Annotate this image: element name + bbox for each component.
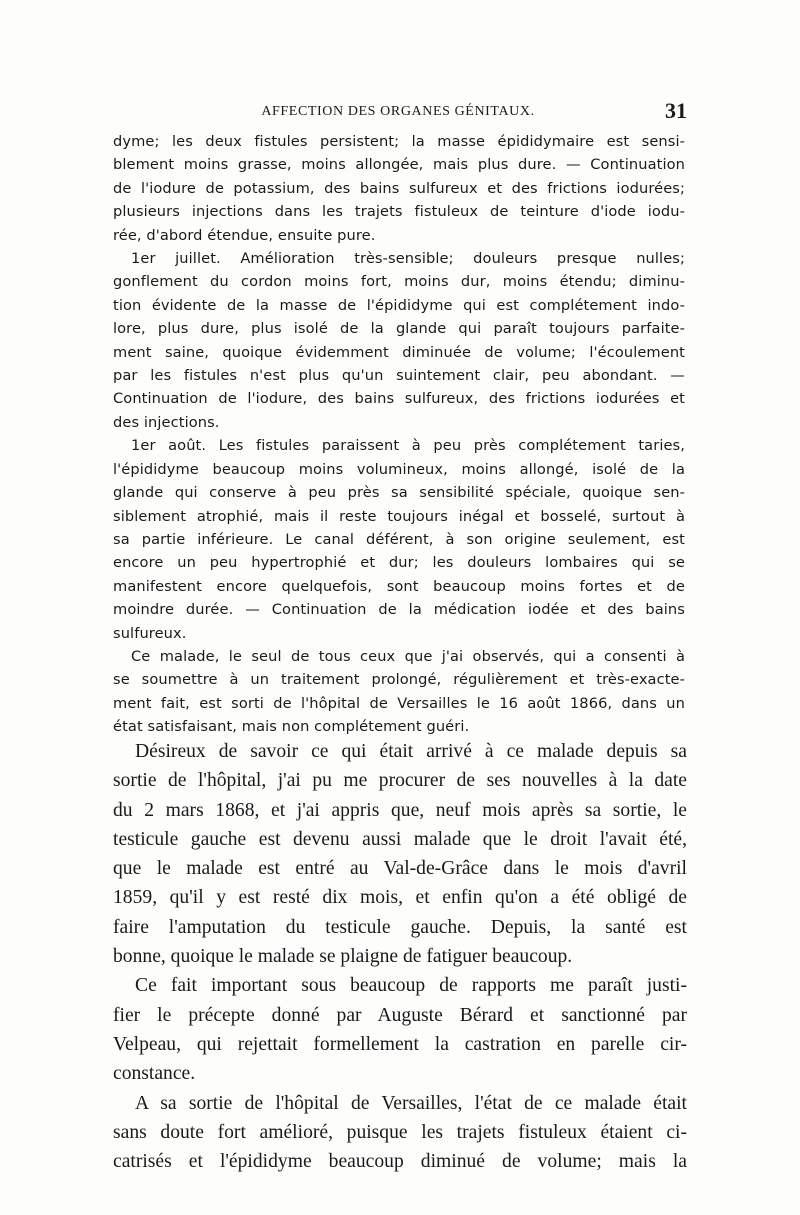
text-line: du 2 mars 1868, et j'ai appris que, neuf mois après sa sortie, le — [113, 799, 687, 821]
text-line: manifestent encore quelquefois, sont beaucoup moins fortes et de — [113, 577, 685, 595]
text-line: Ce malade, le seul de tous ceux que j'ai observés, qui a consenti à — [131, 647, 685, 665]
text-line: sulfureux. — [113, 624, 187, 642]
running-title: AFFECTION DES ORGANES GÉNITAUX. — [261, 104, 535, 119]
text-line: sortie de l'hôpital, j'ai pu me procurer de ses nouvelles à la date — [113, 770, 687, 792]
main-text-block — [113, 737, 687, 1176]
text-line: sa partie inférieure. Le canal déférent, à son origine seulement, est — [113, 530, 685, 548]
text-line: plusieurs injections dans les trajets fistuleux de teinture d'iode iodu- — [113, 203, 685, 221]
text-line: se soumettre à un traitement prolongé, régulièrement et très-exacte- — [113, 671, 685, 689]
text-line: fier le précepte donné par Auguste Bérard et sanctionné par — [113, 1004, 687, 1026]
text-line: 1er juillet. Amélioration très-sensible; douleurs presque nulles; — [131, 250, 685, 268]
text-line: testicule gauche est devenu aussi malade que le droit l'avait été, — [113, 828, 687, 850]
text-line: état satisfaisant, mais non complétement guéri. — [113, 718, 470, 736]
text-line: 1859, qu'il y est resté dix mois, et enfin qu'on a été obligé de — [113, 887, 687, 909]
text-line: l'épididyme beaucoup moins volumineux, moins allongé, isolé de la — [113, 460, 685, 478]
text-line: catrisés et l'épididyme beaucoup diminué de volume; mais la — [113, 1151, 687, 1173]
text-line: que le malade est entré au Val-de-Grâce dans le mois d'avril — [113, 858, 687, 880]
text-line: tion évidente de la masse de l'épididyme qui est complétement indo- — [113, 296, 685, 314]
text-line: ment saine, quoique évidemment diminuée de volume; l'écoulement — [113, 343, 685, 361]
text-line: gonflement du cordon moins fort, moins dur, moins étendu; diminu- — [113, 273, 685, 291]
text-line: siblement atrophié, mais il reste toujours inégal et bosselé, surtout à — [113, 507, 685, 525]
text-line: sans doute fort amélioré, puisque les trajets fistuleux étaient ci- — [113, 1121, 687, 1143]
text-line: par les fistules n'est plus qu'un suintement clair, peu abondant. — — [113, 367, 685, 385]
text-line: dyme; les deux fistules persistent; la masse épididymaire est sensi- — [113, 133, 685, 150]
text-line: faire l'amputation du testicule gauche. Depuis, la santé est — [113, 916, 687, 938]
text-line: Velpeau, qui rejettait formellement la castration en parelle cir- — [113, 1033, 687, 1055]
text-line: ment fait, est sorti de l'hôpital de Versailles le 16 août 1866, dans un — [113, 694, 685, 712]
text-line: Désireux de savoir ce qui était arrivé à ce malade depuis sa — [135, 741, 687, 762]
text-line: constance. — [113, 1063, 196, 1085]
text-line: Ce fait important sous beaucoup de rapports me paraît justi- — [135, 975, 687, 997]
text-line: encore un peu hypertrophié et dur; les douleurs lombaires qui se — [113, 554, 685, 572]
text-line: glande qui conserve à peu près sa sensibilité spéciale, quoique sen- — [113, 484, 685, 502]
case-notes-block — [113, 130, 685, 739]
text-line: Continuation de l'iodure, des bains sulfureux, des frictions iodurées et — [113, 390, 685, 408]
text-line: de l'iodure de potassium, des bains sulfureux et des frictions iodurées; — [113, 179, 685, 197]
page-number: 31 — [665, 98, 687, 123]
text-line: moindre durée. — Continuation de la médication iodée et des bains — [113, 601, 685, 619]
text-line: A sa sortie de l'hôpital de Versailles, l'état de ce malade était — [135, 1092, 687, 1114]
text-line: 1er août. Les fistules paraissent à peu près complétement taries, — [131, 437, 685, 455]
text-line: bonne, quoique le malade se plaigne de fatiguer beaucoup. — [113, 946, 573, 968]
text-line: blement moins grasse, moins allongée, mais plus dure. — Continuation — [113, 156, 685, 174]
text-line: rée, d'abord étendue, ensuite pure. — [113, 226, 376, 244]
page-header — [113, 98, 687, 126]
text-line: lore, plus dure, plus isolé de la glande qui paraît toujours parfaite- — [113, 320, 685, 338]
text-line: des injections. — [113, 413, 220, 431]
